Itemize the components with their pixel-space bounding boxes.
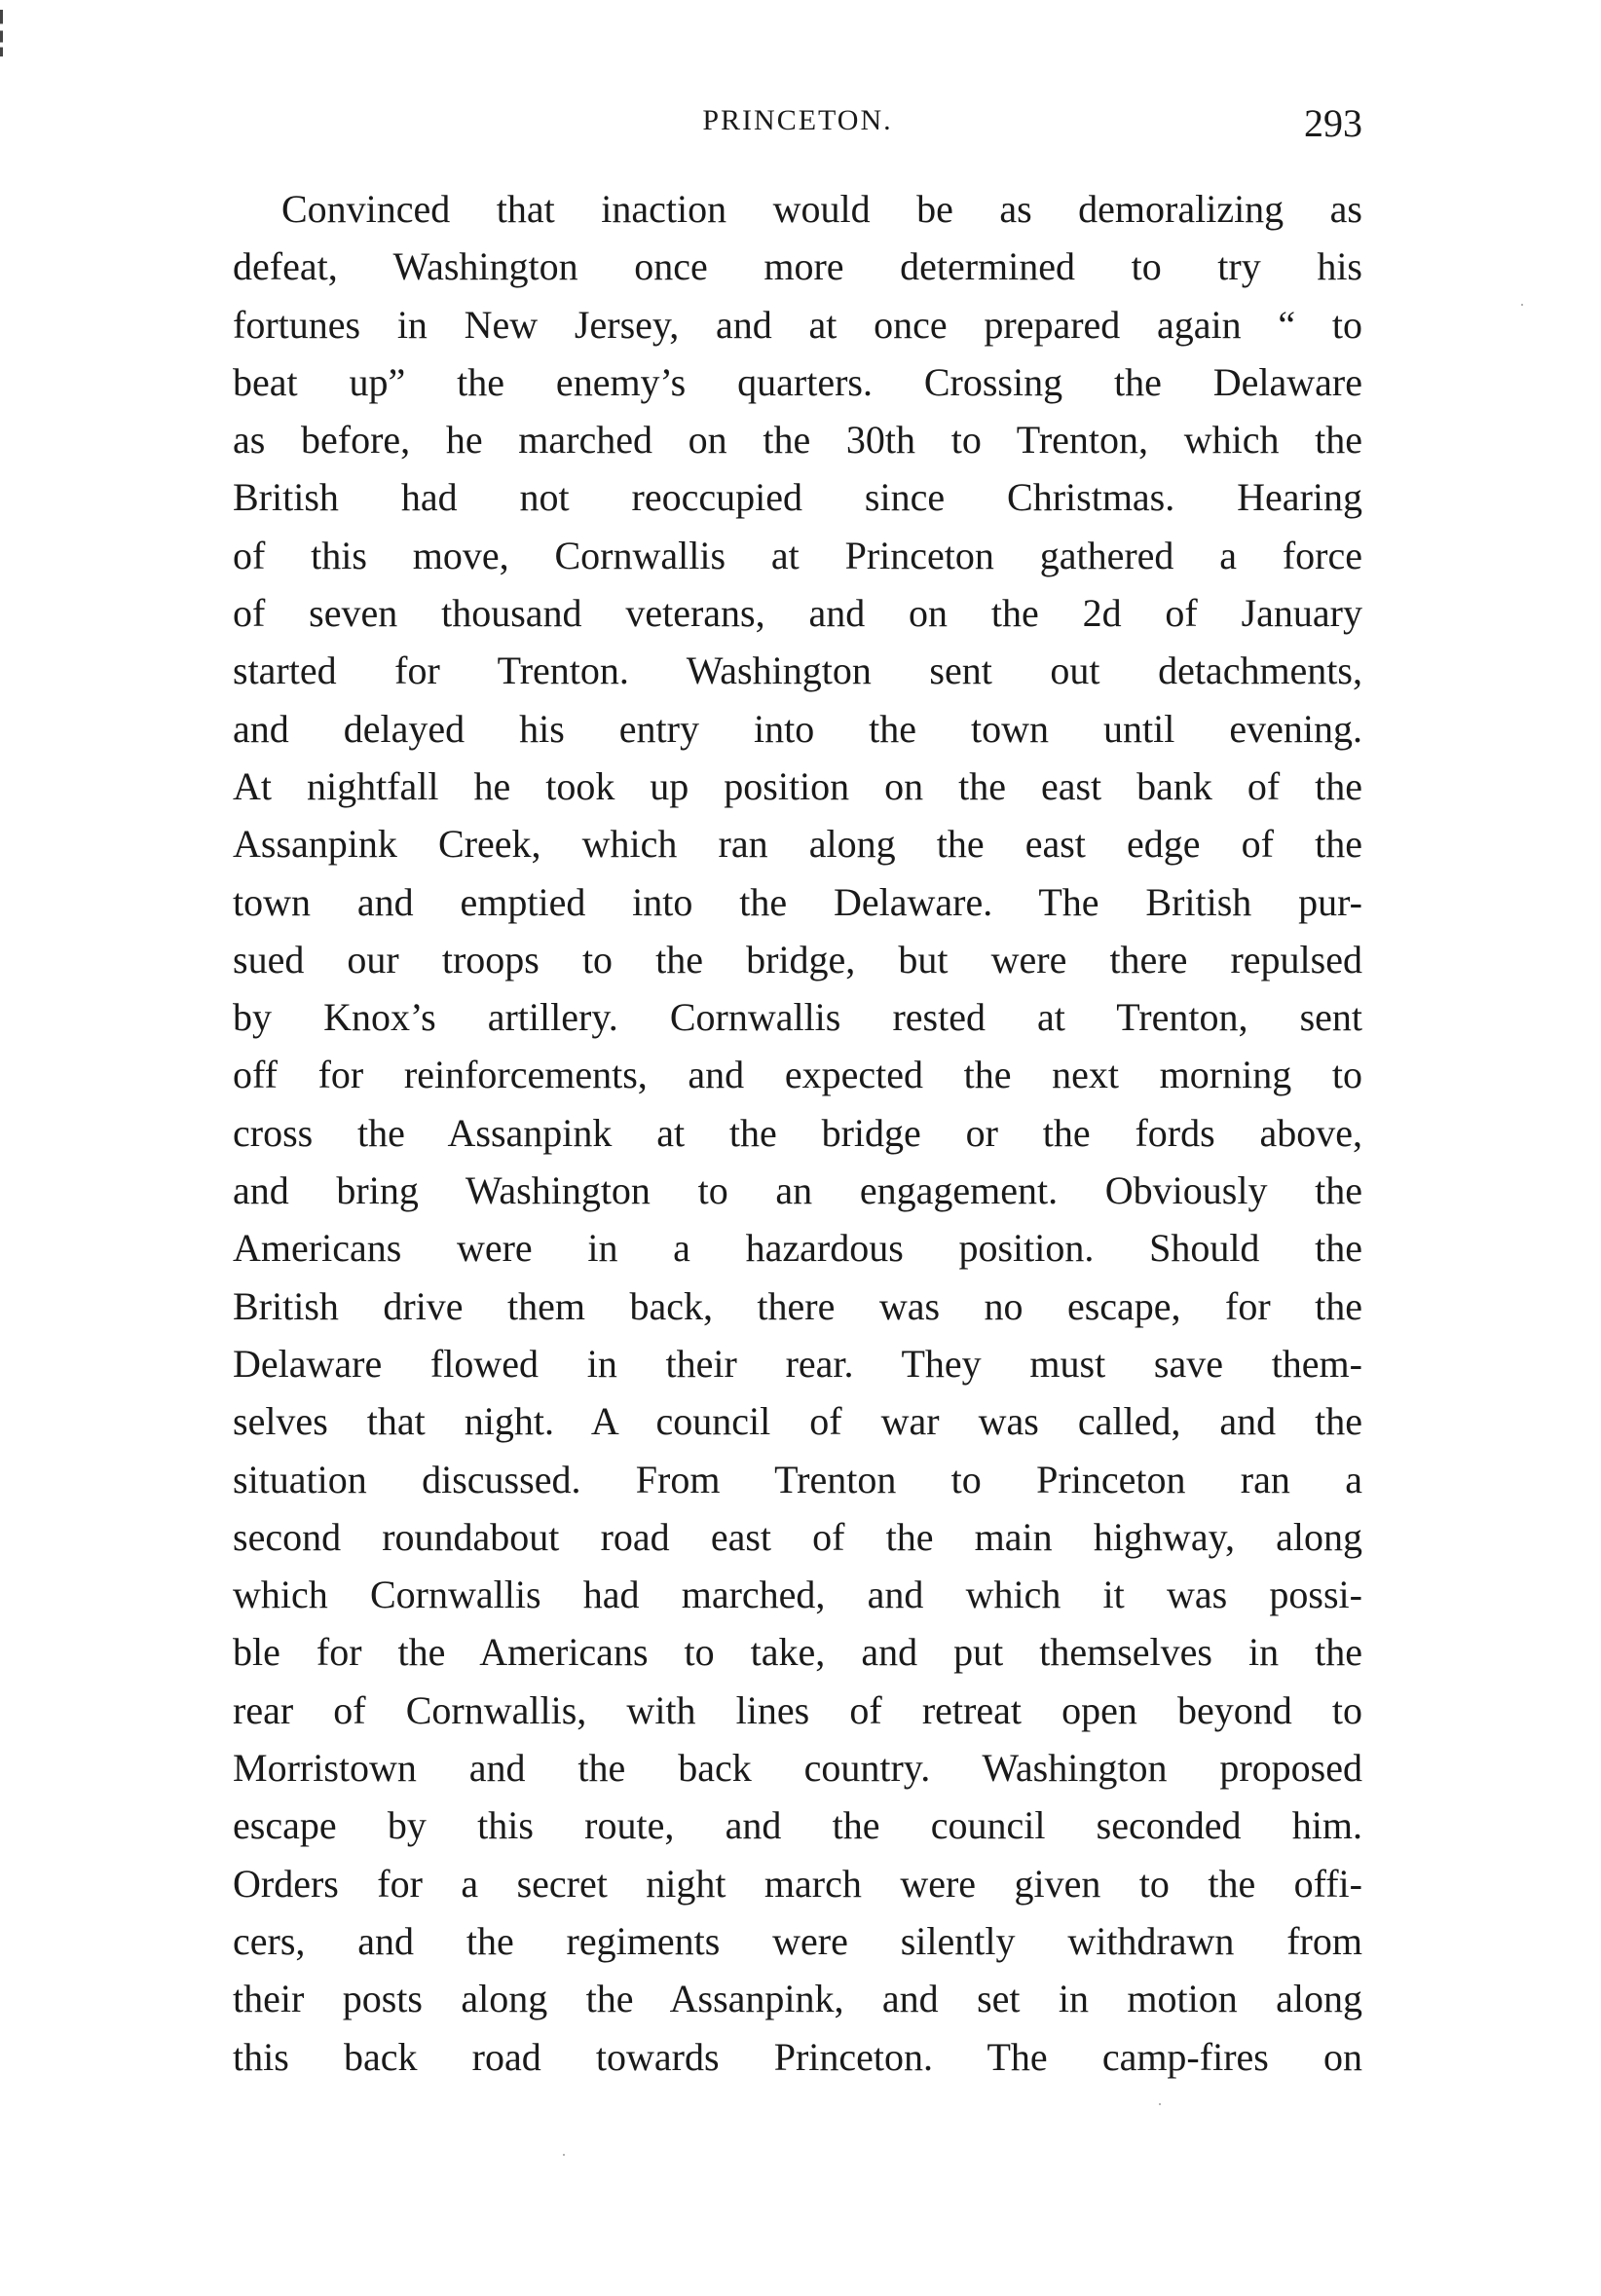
text-line: ble for the Americans to take, and put themselves in the [233,1630,1362,1675]
text-line: town and emptied into the Delaware. The British pur- [233,879,1362,924]
text-line: Americans were in a hazardous position. Should the [233,1226,1362,1271]
scan-speck [1159,2103,1161,2105]
running-title: PRINCETON. [702,104,893,136]
text-line: and bring Washington to an engagement. Obviously the [233,1168,1362,1213]
page-number: 293 [1304,101,1362,145]
text-line: this back road towards Princeton. The camp-fires on [233,2034,1362,2079]
text-line: rear of Cornwallis, with lines of retreat open beyond to [233,1687,1362,1732]
text-line: British drive them back, there was no escape, for the [233,1283,1362,1328]
text-line: Assanpink Creek, which ran along the east edge of the [233,822,1362,867]
text-line: off for reinforcements, and expected the next morning to [233,1053,1362,1097]
text-line: and delayed his entry into the town until evening. [233,706,1362,751]
scan-edge-mark [0,10,3,56]
text-line: Morristown and the back country. Washington proposed [233,1746,1362,1791]
text-line: situation discussed. From Trenton to Princeton ran a [233,1457,1362,1501]
text-line: escape by this route, and the council seconded him. [233,1803,1362,1848]
text-line: sued our troops to the bridge, but were there repulsed [233,937,1362,981]
running-head [233,100,1362,159]
text-line: by Knox’s artillery. Cornwallis rested at Trenton, sent [233,995,1362,1040]
text-line: started for Trenton. Washington sent out detachments, [233,648,1362,693]
text-line: defeat, Washington once more determined to try his [233,244,1362,289]
text-line: cers, and the regiments were silently withdrawn from [233,1918,1362,1963]
text-line: of seven thousand veterans, and on the 2d of January [233,591,1362,636]
text-line: At nightfall he took up position on the east bank of the [233,763,1362,808]
scan-speck [1521,304,1523,306]
text-line: Delaware flowed in their rear. They must save them- [233,1341,1362,1386]
text-line: which Cornwallis had marched, and which it was possi- [233,1573,1362,1617]
text-line: their posts along the Assanpink, and set in motion along [233,1977,1362,2021]
text-line: as before, he marched on the 30th to Trenton, which the [233,418,1362,463]
text-line: Orders for a secret night march were given to the offi- [233,1861,1362,1906]
text-line: second roundabout road east of the main highway, along [233,1514,1362,1559]
text-line: Convinced that inaction would be as demoralizing as [281,187,1362,231]
text-line: British had not reoccupied since Christmas. Hearing [233,475,1362,520]
text-line: selves that night. A council of war was called, and the [233,1399,1362,1444]
body-text [233,180,1362,2086]
text-line: cross the Assanpink at the bridge or the fords above, [233,1110,1362,1155]
text-line: of this move, Cornwallis at Princeton gathered a force [233,533,1362,577]
text-line: fortunes in New Jersey, and at once prepared again “ to [233,302,1362,347]
scan-speck [563,2154,565,2156]
text-line: beat up” the enemy’s quarters. Crossing the Delaware [233,359,1362,404]
